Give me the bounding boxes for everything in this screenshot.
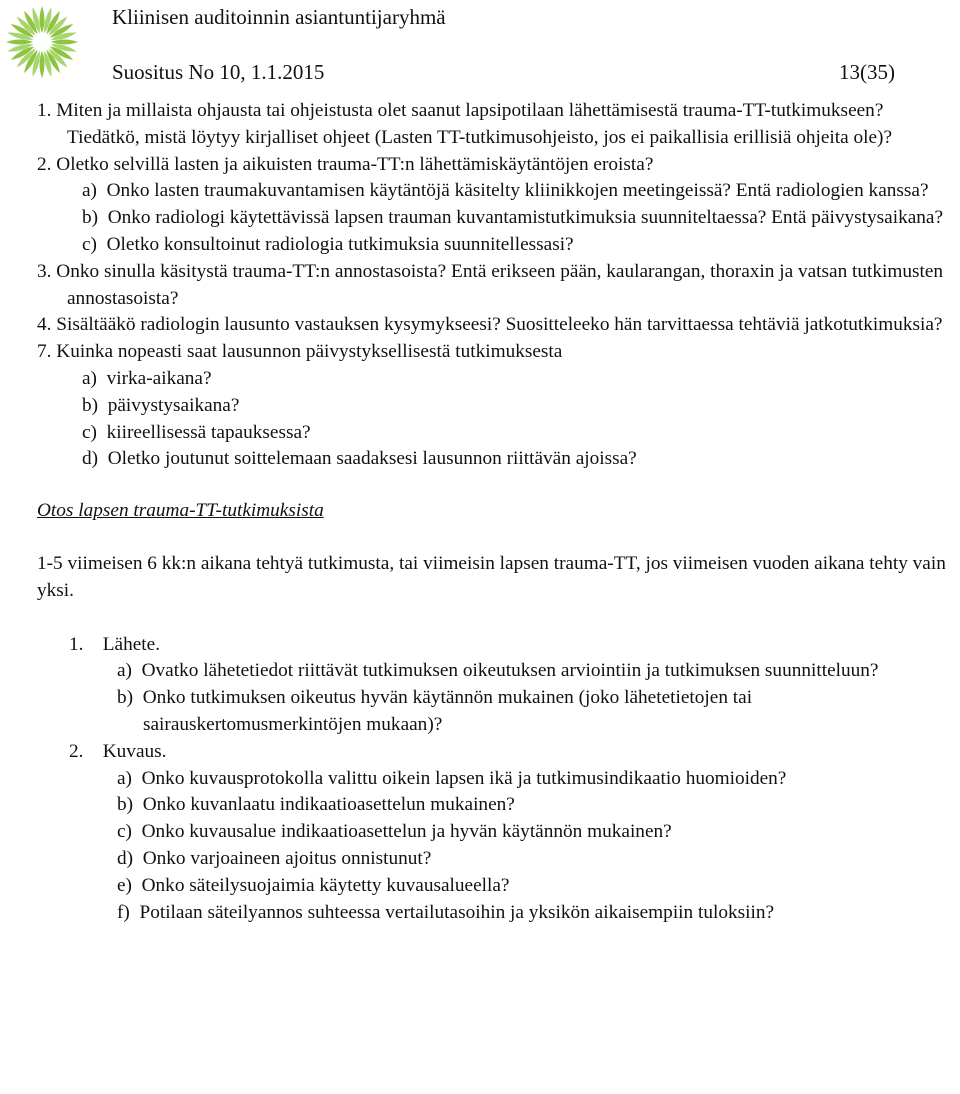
question-3: 3. Onko sinulla käsitystä trauma-TT:n annostasoista? Entä erikseen pään, kaularangan, thoraxin ja vatsan tutkimusten annostasoista? (37, 260, 944, 309)
item-2-sub-f: f) Potilaan säteilyannos suhteessa vertailutasoihin ja yksikön aikaisempiin tuloksiin? (117, 901, 775, 923)
item-1-sub-a: a) Ovatko lähetetiedot riittävät tutkimuksen oikeutuksen arviointiin ja tutkimuksen suunnitteluun? (117, 660, 879, 682)
question-2-sub-b: b) Onko radiologi käytettävissä lapsen trauman kuvantamistutkimuksia suunniteltaessa? Entä päivystysaikana? (82, 207, 944, 229)
question-2-sub-a: a) Onko lasten traumakuvantamisen käytäntöjä käsitelty kliinikkojen meetingeissä? Entä radiologien kanssa? (82, 180, 929, 202)
page-number: 13(35) (839, 60, 895, 84)
leaf-burst-logo-icon (4, 4, 80, 80)
question-4: 4. Sisältääkö radiologin lausunto vastauksen kysymykseesi? Suositteleeko hän tarvittaessa tehtäviä jatkotutkimuksia? (37, 314, 943, 336)
question-2-sub-c: c) Oletko konsultoinut radiologia tutkimuksia suunnitellessasi? (82, 233, 574, 255)
question-7-sub-c: c) kiireellisessä tapauksessa? (82, 421, 311, 443)
organization-name: Kliinisen auditoinnin asiantuntijaryhmä (112, 5, 446, 29)
recommendation-id: Suositus No 10, 1.1.2015 (112, 60, 325, 84)
question-7-sub-a: a) virka-aikana? (82, 367, 212, 389)
item-2-sub-e: e) Onko säteilysuojaimia käytetty kuvausalueella? (117, 874, 510, 896)
item-2-sub-d: d) Onko varjoaineen ajoitus onnistunut? (117, 847, 432, 869)
question-2: 2. Oletko selvillä lasten ja aikuisten trauma-TT:n lähettämiskäytäntöjen eroista? (37, 153, 654, 175)
question-7: 7. Kuinka nopeasti saat lausunnon päivystyksellisestä tutkimuksesta (37, 341, 563, 363)
item-2-sub-c: c) Onko kuvausalue indikaatioasettelun ja hyvän käytännön mukainen? (117, 821, 672, 843)
question-7-sub-b: b) päivystysaikana? (82, 394, 240, 416)
question-7-sub-d: d) Oletko joutunut soittelemaan saadaksesi lausunnon riittävän ajoissa? (82, 448, 637, 470)
item-1-label: 1. Lähete. (69, 633, 161, 655)
item-2-sub-b: b) Onko kuvanlaatu indikaatioasettelun mukainen? (117, 794, 515, 816)
question-1: 1. Miten ja millaista ohjausta tai ohjeistusta olet saanut lapsipotilaan lähettämisestä trauma-TT-tutkimukseen? Tiedätkö, mistä löytyy kirjalliset ohjeet (Lasten TT-tutkimusohjeisto, jos ei paikallisia erillisiä ohjeita ole)? (37, 100, 893, 148)
item-1-sub-b: b) Onko tutkimuksen oikeutus hyvän käytännön mukainen (joko lähetetietojen tai sairauskertomusmerkintöjen mukaan)? (117, 687, 753, 735)
numbered-list (37, 632, 957, 927)
section-title: Otos lapsen trauma-TT-tutkimuksista (37, 500, 324, 522)
item-2-sub-a: a) Onko kuvausprotokolla valittu oikein lapsen ikä ja tutkimusindikaatio huomioiden? (117, 767, 787, 789)
sample-intro: 1-5 viimeisen 6 kk:n aikana tehtyä tutkimusta, tai viimeisin lapsen trauma-TT, jos viimeisen vuoden aikana tehty vain yksi. (37, 552, 946, 601)
item-2-label: 2. Kuvaus. (69, 740, 167, 762)
document-body (37, 98, 957, 926)
